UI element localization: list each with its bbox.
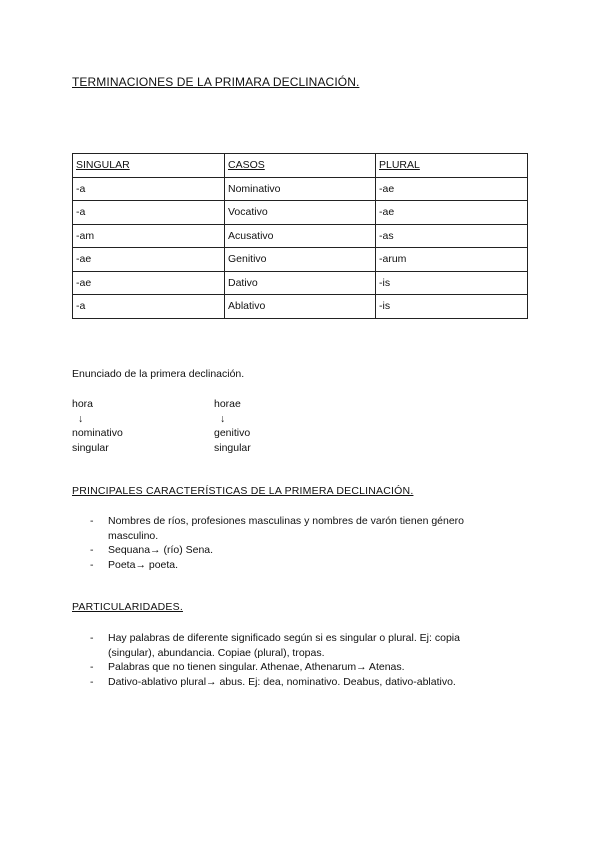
case-nominativo: nominativo: [72, 427, 123, 439]
table-cell: Nominativo: [225, 177, 376, 201]
down-arrow-icon: ↓: [78, 412, 84, 425]
word-hora: hora: [72, 398, 94, 410]
table-cell: Ablativo: [225, 295, 376, 319]
table-cell: -ae: [73, 271, 225, 295]
header-plural: PLURAL: [376, 154, 528, 178]
table-row: [73, 201, 528, 225]
bullet-dash: -: [90, 558, 94, 571]
table-cell: -ae: [376, 177, 528, 201]
table-cell: Vocativo: [225, 201, 376, 225]
enunciado-left-column: [72, 397, 123, 455]
table-row: [73, 177, 528, 201]
table-cell: -is: [376, 295, 528, 319]
list-item-text: Sequana→ (río) Sena.: [108, 544, 214, 556]
word-horae: horae: [214, 398, 241, 410]
table-cell: Acusativo: [225, 224, 376, 248]
list-item: [72, 675, 492, 690]
table-cell: -am: [73, 224, 225, 248]
case-genitivo: genitivo: [214, 427, 251, 439]
list-item-text: Palabras que no tienen singular. Athenae, Athenarum→ Atenas.: [108, 661, 405, 673]
bullet-dash: -: [90, 675, 94, 688]
list-item: [72, 543, 492, 558]
table-header-row: [73, 154, 528, 178]
down-arrow-icon: ↓: [220, 412, 226, 425]
bullet-dash: -: [90, 544, 94, 556]
table-cell: -ae: [73, 248, 225, 272]
bullet-dash: -: [90, 515, 94, 527]
table-cell: -arum: [376, 248, 528, 272]
table-row: [73, 224, 528, 248]
table-row: [73, 248, 528, 272]
list-item-text: Dativo-ablativo plural→ abus. Ej: dea, nominativo. Deabus, dativo-ablativo.: [108, 675, 456, 688]
list-item: [72, 514, 492, 543]
table-cell: -is: [376, 271, 528, 295]
enunciado-right-column: [214, 397, 251, 455]
table-cell: -as: [376, 224, 528, 248]
table-cell: Genitivo: [225, 248, 376, 272]
table-cell: -ae: [376, 201, 528, 225]
caracteristicas-list: [72, 514, 492, 572]
table-cell: -a: [73, 201, 225, 225]
header-singular: SINGULAR: [73, 154, 225, 178]
table-row: [73, 271, 528, 295]
declension-table: [72, 153, 528, 319]
particularidades-list: [72, 631, 492, 689]
number-singular: singular: [214, 441, 251, 454]
list-item: [72, 660, 492, 675]
list-item-text: Hay palabras de diferente significado según si es singular o plural. Ej: copia (singular), abundancia. Copiae (plural), tropas.: [108, 632, 460, 659]
table-cell: Dativo: [225, 271, 376, 295]
list-item-text: Poeta→ poeta.: [108, 558, 179, 571]
enunciado-heading: Enunciado de la primera declinación.: [72, 368, 245, 380]
table-cell: -a: [73, 177, 225, 201]
number-singular: singular: [72, 441, 109, 454]
list-item: [72, 558, 492, 573]
particularidades-title: PARTICULARIDADES.: [72, 601, 183, 613]
caracteristicas-title: PRINCIPALES CARACTERÍSTICAS DE LA PRIMERA DECLINACIÓN.: [72, 485, 414, 497]
header-casos: CASOS: [225, 154, 376, 178]
page-title: TERMINACIONES DE LA PRIMARA DECLINACIÓN.: [72, 75, 360, 89]
table-row: [73, 295, 528, 319]
bullet-dash: -: [90, 632, 94, 644]
list-item-text: Nombres de ríos, profesiones masculinas y nombres de varón tienen género masculino.: [108, 515, 465, 542]
table-cell: -a: [73, 295, 225, 319]
list-item: [72, 631, 492, 660]
bullet-dash: -: [90, 661, 94, 673]
